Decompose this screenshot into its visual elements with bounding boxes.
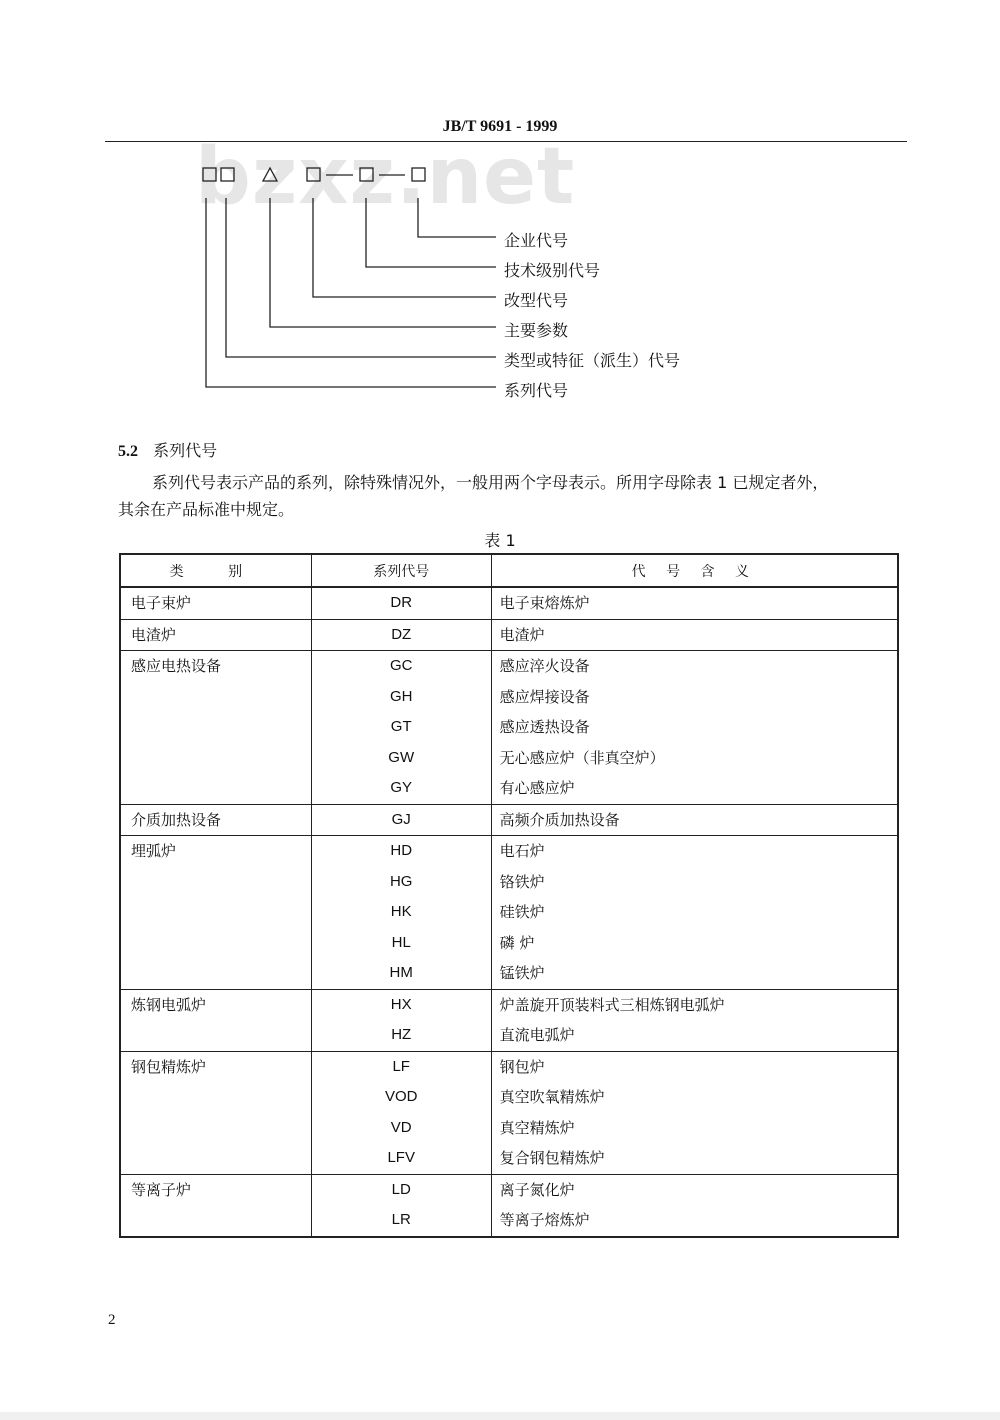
series-code: GC	[389, 657, 413, 674]
code-meaning: 磷 炉	[499, 933, 535, 952]
category-cell: 埋弧炉	[120, 836, 311, 990]
code-meaning: 钢包炉	[499, 1057, 545, 1076]
modification-box	[307, 168, 320, 181]
code-meaning: 电子束熔炼炉	[499, 594, 590, 612]
code-meaning: 等离子熔炼炉	[499, 1211, 590, 1229]
table-header-row	[120, 554, 898, 587]
series-code: GY	[390, 779, 413, 796]
section-title: 系列代号	[153, 441, 218, 460]
series-code: HD	[390, 842, 413, 859]
series-box-1	[203, 168, 216, 181]
series-code: HG	[389, 872, 413, 890]
tech-level-box	[360, 168, 373, 181]
series-code-cell	[311, 587, 491, 619]
label-enterprise-code: 企业代号	[504, 231, 569, 250]
category-cell: 钢包精炼炉	[120, 1051, 311, 1174]
code-meaning-cell	[491, 587, 898, 619]
table-caption: 表 1	[484, 531, 516, 550]
series-box-2	[221, 168, 234, 181]
enterprise-box	[412, 168, 425, 181]
series-code-cell	[311, 804, 491, 836]
series-code: DZ	[391, 625, 412, 643]
code-meaning: 真空吹氧精炼炉	[499, 1088, 605, 1106]
paragraph-line-1: 系列代号表示产品的系列，除特殊情况外，一般用两个字母表示。所用字母除表 1 已规定者外，	[152, 473, 829, 492]
series-code: HL	[391, 933, 411, 951]
series-code: LD	[391, 1180, 411, 1198]
code-meaning: 高频介质加热设备	[499, 810, 620, 829]
series-code: VD	[390, 1118, 412, 1136]
code-meaning: 电渣炉	[499, 625, 545, 644]
category-cell: 感应电热设备	[120, 651, 311, 805]
code-meaning: 离子氮化炉	[499, 1180, 575, 1199]
series-code-cell	[311, 619, 491, 651]
label-type-feature-code: 类型或特征（派生）代号	[504, 351, 681, 370]
series-code: HX	[390, 995, 412, 1013]
watermark: bzxz.net	[195, 132, 576, 222]
header-category: 类 别	[120, 554, 311, 587]
code-meaning-cell	[491, 989, 898, 1051]
model-code-diagram-lines	[0, 0, 1000, 420]
code-meaning-cell	[491, 651, 898, 805]
code-meaning: 铬铁炉	[499, 872, 545, 891]
series-code-cell	[311, 1051, 491, 1174]
series-code-cell	[311, 1174, 491, 1237]
series-code: LFV	[387, 1149, 415, 1166]
code-meaning: 硅铁炉	[499, 903, 545, 921]
table-row	[120, 1174, 898, 1237]
code-meaning: 感应淬火设备	[499, 657, 590, 675]
header-code-meaning: 代 号 含 义	[491, 554, 898, 587]
paragraph-line-2: 其余在产品标准中规定。	[118, 500, 295, 519]
code-meaning: 感应焊接设备	[499, 687, 590, 706]
series-code: HK	[390, 903, 412, 920]
section-heading	[118, 438, 217, 461]
series-code-table	[119, 553, 899, 1238]
code-meaning: 锰铁炉	[499, 964, 545, 982]
code-meaning-cell	[491, 1174, 898, 1237]
series-code: LF	[392, 1057, 410, 1075]
code-meaning: 无心感应炉（非真空炉）	[499, 748, 665, 767]
series-code: GH	[389, 687, 413, 705]
code-meaning: 有心感应炉	[499, 779, 575, 797]
code-meaning: 感应透热设备	[499, 718, 590, 736]
label-main-parameter: 主要参数	[504, 321, 569, 340]
series-code: DR	[390, 594, 413, 611]
code-meaning: 复合钢包精炼炉	[499, 1149, 605, 1167]
standard-code-header: JB/T 9691 - 1999	[442, 118, 558, 135]
series-code: GT	[390, 718, 412, 735]
table-row	[120, 619, 898, 651]
series-code: GJ	[391, 810, 411, 828]
table-body	[120, 587, 898, 1237]
series-code: GW	[388, 748, 415, 766]
code-meaning: 直流电弧炉	[499, 1026, 575, 1044]
series-code-cell	[311, 651, 491, 805]
category-cell: 炼钢电弧炉	[120, 989, 311, 1051]
category-cell: 电子束炉	[120, 587, 311, 619]
model-code-diagram	[0, 0, 1000, 420]
code-meaning: 真空精炼炉	[499, 1118, 575, 1137]
main-parameter-triangle	[263, 168, 277, 181]
series-code: VOD	[384, 1088, 418, 1105]
label-modification-code: 改型代号	[504, 291, 569, 310]
series-code-cell	[311, 989, 491, 1051]
table-row	[120, 989, 898, 1051]
category-cell: 介质加热设备	[120, 804, 311, 836]
page-number: 2	[108, 1312, 116, 1328]
section-number: 5.2	[118, 443, 138, 460]
series-code: HM	[389, 964, 413, 981]
table-row	[120, 804, 898, 836]
code-meaning-cell	[491, 1051, 898, 1174]
category-cell: 电渣炉	[120, 619, 311, 651]
table-row	[120, 836, 898, 990]
category-cell: 等离子炉	[120, 1174, 311, 1237]
code-meaning: 炉盖旋开顶装料式三相炼钢电弧炉	[499, 995, 725, 1014]
code-meaning-cell	[491, 804, 898, 836]
code-meaning: 电石炉	[499, 842, 545, 860]
code-meaning-cell	[491, 619, 898, 651]
code-meaning-cell	[491, 836, 898, 990]
header-series-code: 系列代号	[311, 554, 491, 587]
label-series-code: 系列代号	[504, 381, 569, 400]
table-row	[120, 651, 898, 805]
label-technical-level-code: 技术级别代号	[504, 261, 601, 280]
table-row	[120, 1051, 898, 1174]
series-code: LR	[391, 1211, 411, 1228]
series-code-cell	[311, 836, 491, 990]
series-code: HZ	[391, 1026, 412, 1043]
table-row	[120, 587, 898, 619]
